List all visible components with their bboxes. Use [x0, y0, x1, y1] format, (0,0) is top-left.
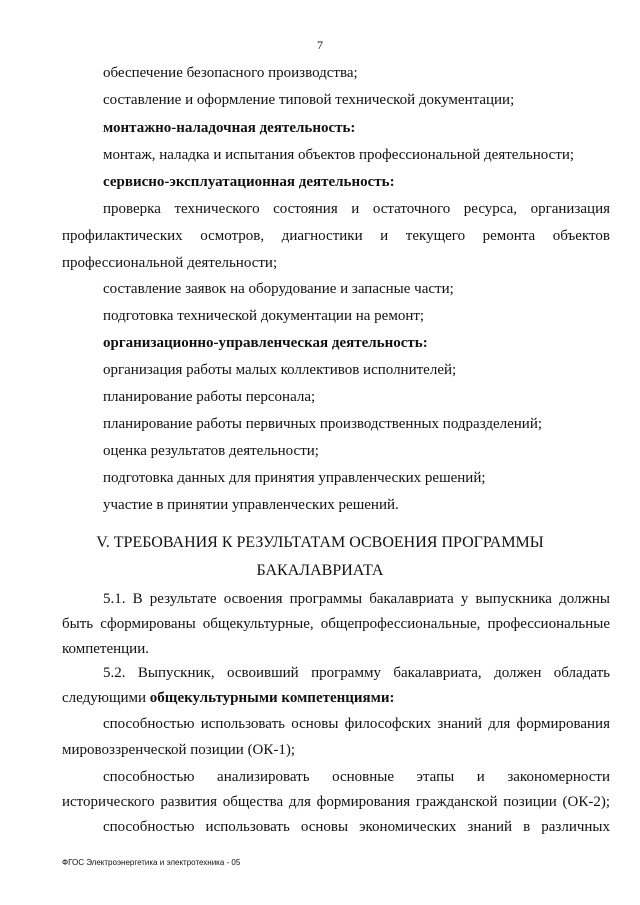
- section-heading: V. ТРЕБОВАНИЯ К РЕЗУЛЬТАТАМ ОСВОЕНИЯ ПРОГРАММЫ: [96, 534, 544, 551]
- section-heading-continuation: БАКАЛАВРИАТА: [256, 562, 384, 579]
- list-item-continuation: профессиональной деятельности;: [62, 255, 278, 271]
- list-item: оценка результатов деятельности;: [103, 443, 319, 459]
- list-item: проверка технического состояния и остаточного ресурса, организация: [103, 201, 610, 217]
- competencies-heading: общекультурными компетенциями:: [149, 690, 395, 706]
- list-item: составление и оформление типовой технической документации;: [103, 92, 515, 108]
- list-item: подготовка данных для принятия управленческих решений;: [103, 470, 486, 486]
- paragraph-text: следующими: [62, 690, 150, 706]
- paragraph-line: компетенции.: [62, 641, 149, 657]
- paragraph-line: быть сформированы общекультурные, общепрофессиональные, профессиональные: [62, 616, 610, 632]
- competency-line: способностью использовать основы экономических знаний в различных: [103, 819, 610, 835]
- list-item: организация работы малых коллективов исполнителей;: [103, 362, 457, 378]
- competency-line: исторического развития общества для формирования гражданской позиции (ОК-2);: [62, 794, 610, 810]
- list-item: составление заявок на оборудование и запасные части;: [103, 281, 454, 297]
- list-item: подготовка технической документации на ремонт;: [103, 308, 425, 324]
- page-footer: ФГОС Электроэнергетика и электротехника - 05: [62, 858, 241, 867]
- page-number: 7: [317, 38, 323, 52]
- list-item: участие в принятии управленческих решений.: [103, 497, 399, 513]
- list-item: обеспечение безопасного производства;: [103, 65, 358, 81]
- list-item: планирование работы первичных производственных подразделений;: [103, 416, 543, 432]
- paragraph-line: 5.1. В результате освоения программы бакалавриата у выпускника должны: [103, 591, 610, 607]
- competency-line: способностью использовать основы философских знаний для формирования: [103, 716, 610, 732]
- activity-heading: монтажно-наладочная деятельность:: [103, 120, 356, 136]
- paragraph-line: 5.2. Выпускник, освоивший программу бакалавриата, должен обладать: [103, 665, 610, 681]
- paragraph-line: [62, 689, 395, 707]
- activity-heading: организационно-управленческая деятельность:: [103, 335, 428, 351]
- competency-line: мировоззренческой позиции (ОК-1);: [62, 742, 296, 758]
- list-item: планирование работы персонала;: [103, 389, 316, 405]
- list-item-continuation: профилактических осмотров, диагностики и текущего ремонта объектов: [62, 228, 610, 244]
- activity-heading: сервисно-эксплуатационная деятельность:: [103, 174, 395, 190]
- list-item: монтаж, наладка и испытания объектов профессиональной деятельности;: [103, 147, 575, 163]
- competency-line: способностью анализировать основные этапы и закономерности: [103, 769, 610, 785]
